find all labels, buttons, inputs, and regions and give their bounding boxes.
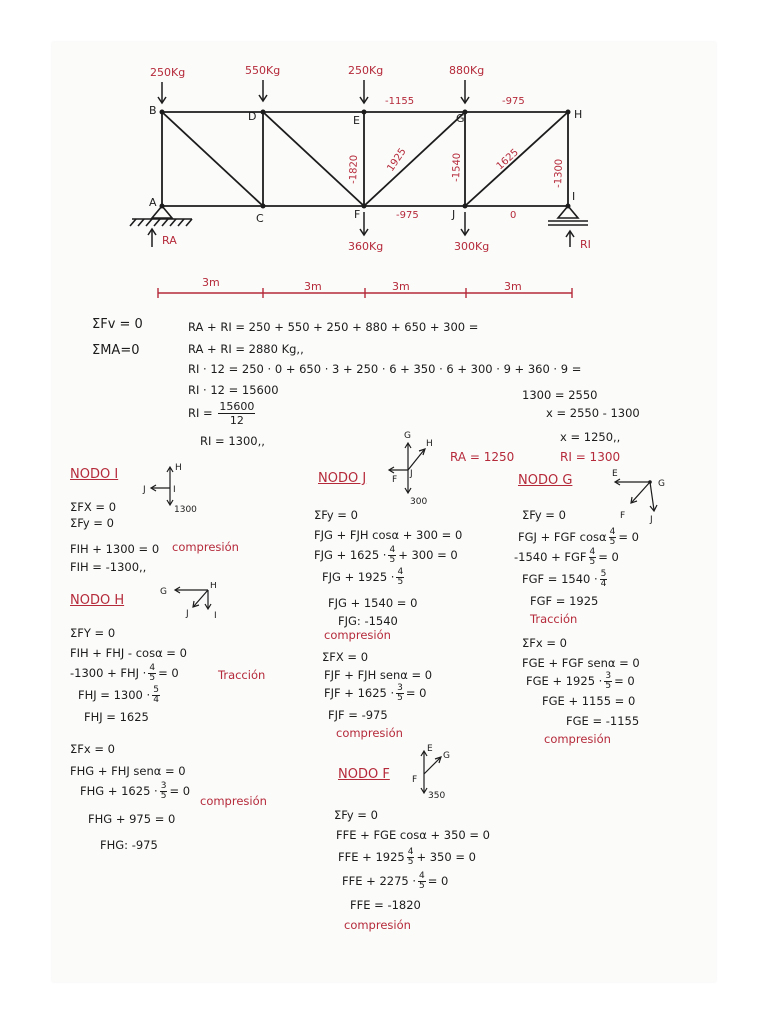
svg-text:G: G: [160, 587, 167, 597]
top-load-arrows: [158, 80, 469, 103]
svg-text:J: J: [452, 208, 456, 221]
svg-text:3m: 3m: [304, 280, 322, 293]
nodo-f-note: compresión: [344, 918, 411, 932]
svg-text:-975: -975: [502, 96, 525, 107]
nodo-h-note-2: compresión: [200, 794, 267, 808]
nodo-g-l1: ΣFy = 0: [522, 508, 566, 522]
svg-text:G: G: [456, 112, 465, 125]
svg-text:E: E: [612, 469, 618, 479]
nodo-j-l3: FJG + 1625 · $\frac{4}{5}$ + 300 = 0: [314, 545, 458, 565]
svg-text:F: F: [620, 511, 626, 521]
eq-line-1: RA + RI = 250 + 550 + 250 + 880 + 650 + 300 =: [188, 320, 479, 334]
paper-sheet: [52, 42, 716, 982]
nodo-j-l8: FJF + FJH senα = 0: [324, 668, 433, 682]
nodo-f-title: NODO F: [338, 767, 390, 782]
ra-result: RA = 1250: [450, 450, 515, 464]
nodo-j-title: NODO J: [318, 471, 367, 486]
svg-text:F: F: [354, 208, 361, 221]
svg-text:1625: 1625: [494, 147, 521, 173]
nodo-g-l10: FGE = -1155: [566, 714, 640, 728]
member-bc: [162, 112, 263, 206]
nodo-g-title: NODO G: [518, 473, 573, 488]
ra-line-1: 1300 = 2550: [522, 388, 598, 402]
svg-text:A: A: [149, 196, 157, 209]
svg-text:F: F: [392, 475, 398, 485]
nodo-g-l4: FGF = 1540 · $\frac{5}{4}$: [522, 569, 607, 589]
ra-line-2: x = 2550 - 1300: [546, 406, 640, 420]
nodo-j-l6: FJG: -1540: [338, 614, 398, 628]
pin-support-a: [130, 206, 192, 226]
truss-diagram: [52, 42, 716, 322]
nodo-h-l9: FHG + 975 = 0: [88, 812, 176, 826]
nodo-f-l2: FFE + FGE cosα + 350 = 0: [336, 828, 490, 842]
svg-text:H: H: [574, 108, 583, 121]
eq-line-4: RI · 12 = 15600: [188, 383, 279, 397]
svg-text:360Kg: 360Kg: [348, 240, 384, 253]
svg-text:C: C: [256, 212, 264, 225]
nodo-j-l9: FJF + 1625 · $\frac{3}{5}$ = 0: [324, 683, 427, 703]
sum-ma-label: ΣMA=0: [92, 343, 140, 358]
nodo-j-sketch: [380, 424, 446, 508]
roller-support-i: [548, 206, 588, 225]
nodo-g-l7: FGE + FGF senα = 0: [522, 656, 640, 670]
svg-text:E: E: [427, 744, 433, 754]
nodo-h-l5: FHJ = 1625: [84, 710, 149, 724]
nodo-h-title: NODO H: [70, 593, 125, 608]
nodo-g-sketch: [598, 462, 678, 524]
svg-text:E: E: [353, 114, 360, 127]
nodo-h-l4: FHJ = 1300 · $\frac{5}{4}$: [78, 685, 159, 705]
nodo-j-l5: FJG + 1540 = 0: [328, 596, 418, 610]
nodo-f-l1: ΣFy = 0: [334, 808, 378, 822]
load-labels: [150, 64, 489, 253]
svg-text:-1155: -1155: [385, 96, 415, 107]
nodo-i-l2: ΣFy = 0: [70, 516, 114, 530]
nodo-h-l2: FIH + FHJ - cosα = 0: [70, 646, 187, 660]
svg-text:3m: 3m: [504, 280, 522, 293]
svg-text:1300: 1300: [174, 505, 197, 515]
svg-text:J: J: [186, 609, 189, 619]
nodo-i-sketch: [142, 458, 202, 516]
nodo-j-note-1: compresión: [324, 628, 391, 642]
member-fg: [364, 112, 465, 206]
svg-text:880Kg: 880Kg: [449, 64, 485, 77]
svg-text:D: D: [248, 110, 257, 123]
svg-text:RA: RA: [162, 234, 177, 247]
nodo-j-l4: FJG + 1925 · $\frac{4}{5}$: [322, 567, 404, 587]
nodo-i-l3: FIH + 1300 = 0: [70, 542, 160, 556]
svg-text:H: H: [210, 582, 217, 591]
nodo-f-sketch: [406, 742, 466, 802]
svg-text:I: I: [214, 611, 217, 621]
nodo-j-l2: FJG + FJH cosα + 300 = 0: [314, 528, 463, 542]
svg-text:250Kg: 250Kg: [150, 66, 186, 79]
svg-text:3m: 3m: [392, 280, 410, 293]
nodo-h-sketch: [152, 582, 232, 622]
nodo-f-l3: FFE + 1925 $\frac{4}{5}$ + 350 = 0: [338, 847, 476, 867]
svg-text:350: 350: [428, 791, 446, 801]
nodo-h-l6: ΣFx = 0: [70, 742, 115, 756]
svg-text:300Kg: 300Kg: [454, 240, 490, 253]
nodo-h-l3: -1300 + FHJ · $\frac{4}{5}$ = 0: [70, 663, 179, 683]
svg-text:J: J: [410, 469, 413, 479]
svg-text:G: G: [443, 751, 450, 761]
svg-text:3m: 3m: [202, 276, 220, 289]
ri-result: RI = 1300: [560, 450, 621, 464]
span-labels: [202, 276, 522, 293]
nodo-j-l10: FJF = -975: [328, 708, 388, 722]
nodo-g-l3: -1540 + FGF $\frac{4}{5}$ = 0: [514, 547, 619, 567]
nodo-i-title: NODO I: [70, 467, 119, 482]
nodo-f-l4: FFE + 2275 · $\frac{4}{5}$ = 0: [342, 871, 449, 891]
nodo-i-note: compresión: [172, 540, 239, 554]
ra-line-3: x = 1250,,: [560, 430, 621, 444]
nodo-g-l5: FGF = 1925: [530, 594, 599, 608]
svg-text:G: G: [404, 431, 411, 441]
svg-text:I: I: [572, 190, 576, 203]
nodo-h-l10: FHG: -975: [100, 838, 158, 852]
nodo-g-note-1: Tracción: [530, 612, 578, 626]
nodo-j-l7: ΣFX = 0: [322, 650, 369, 664]
eq-line-6: RI = 1300,,: [200, 434, 265, 448]
nodo-h-l7: FHG + FHJ senα = 0: [70, 764, 186, 778]
svg-text:250Kg: 250Kg: [348, 64, 384, 77]
nodo-g-l6: ΣFx = 0: [522, 636, 567, 650]
svg-text:I: I: [173, 485, 176, 495]
eq-line-2: RA + RI = 2880 Kg,,: [188, 342, 304, 356]
nodo-h-l1: ΣFY = 0: [70, 626, 116, 640]
svg-text:300: 300: [410, 497, 428, 507]
svg-text:0: 0: [510, 210, 517, 221]
svg-text:-1820: -1820: [348, 154, 361, 185]
nodo-i-l4: FIH = -1300,,: [70, 560, 147, 574]
svg-text:J: J: [143, 485, 146, 495]
nodo-g-note-2: compresión: [544, 732, 611, 746]
eq-line-5: RI = $\frac{15600}{12}$: [188, 400, 255, 427]
nodo-j-note-2: compresión: [336, 726, 403, 740]
nodo-g-l2: FGJ + FGF cosα $\frac{4}{5}$ = 0: [518, 527, 639, 547]
sum-fv-label: ΣFv = 0: [92, 317, 143, 332]
svg-text:550Kg: 550Kg: [245, 64, 281, 77]
svg-text:J: J: [650, 515, 653, 524]
nodo-j-l1: ΣFy = 0: [314, 508, 358, 522]
svg-text:1925: 1925: [385, 146, 409, 174]
nodo-i-l1: ΣFX = 0: [70, 500, 117, 514]
svg-text:G: G: [658, 479, 665, 489]
nodo-f-l5: FFE = -1820: [350, 898, 421, 912]
svg-text:F: F: [412, 775, 418, 785]
nodo-g-l9: FGE + 1155 = 0: [542, 694, 636, 708]
eq-line-3: RI · 12 = 250 · 0 + 650 · 3 + 250 · 6 + 350 · 6 + 300 · 9 + 360 · 9 =: [188, 362, 582, 376]
nodo-h-l8: FHG + 1625 · $\frac{3}{5}$ = 0: [80, 781, 191, 801]
svg-text:H: H: [175, 463, 182, 473]
svg-text:-1540: -1540: [451, 152, 464, 183]
svg-text:-975: -975: [396, 210, 419, 221]
svg-text:B: B: [149, 104, 157, 117]
svg-text:-1300: -1300: [553, 158, 566, 189]
svg-text:RI: RI: [580, 238, 591, 251]
nodo-g-l8: FGE + 1925 · $\frac{3}{5}$ = 0: [526, 671, 635, 691]
svg-text:H: H: [426, 439, 433, 449]
nodo-h-note-1: Tracción: [218, 668, 266, 682]
